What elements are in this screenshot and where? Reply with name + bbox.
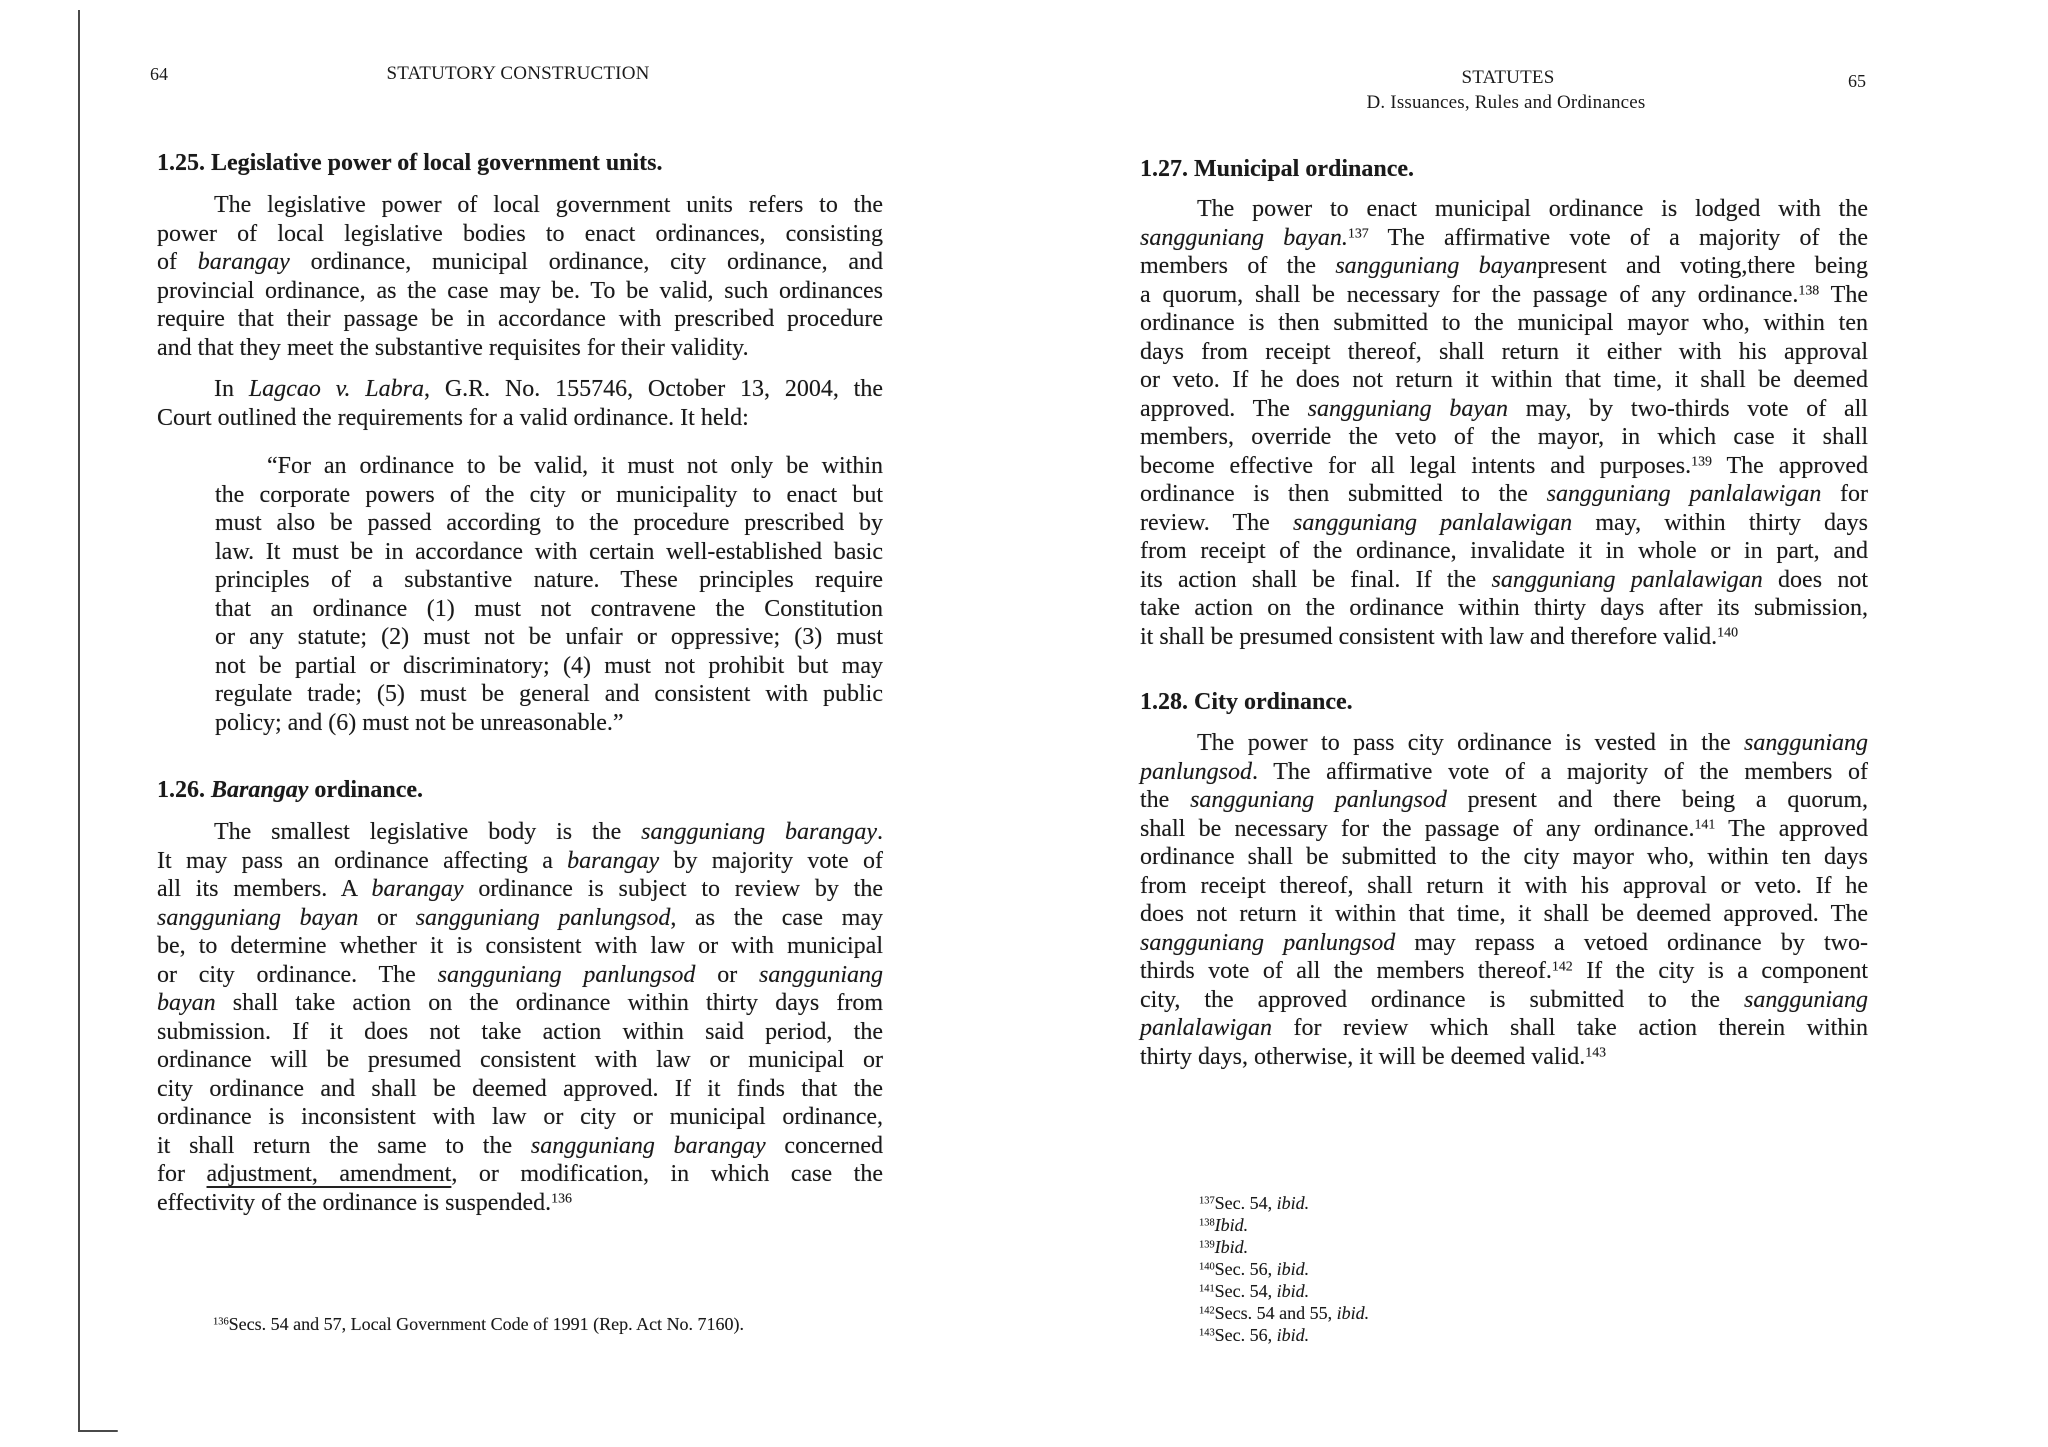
footnote-reference: 140 xyxy=(1717,624,1739,640)
text-run: The approved xyxy=(1715,815,1868,842)
italic-run: sangguniang panlungsod xyxy=(437,961,696,988)
italic-run: panlalawigan xyxy=(1140,1015,1273,1041)
text-run: , or modification, in which case the xyxy=(451,1161,883,1187)
footnote-list xyxy=(213,1313,913,1335)
italic-run: sangguniang xyxy=(1743,986,1868,1013)
text-run: shall take action on the ordinance within thirty days from xyxy=(215,990,883,1016)
text-run: If the city is a component xyxy=(1572,958,1869,984)
text-line: The power to enact municipal ordinance is lodged with the xyxy=(1197,196,1868,222)
text-run: ordinance is then submitted to the xyxy=(1140,481,1547,507)
text-run: Sec. 56, xyxy=(1214,1325,1277,1345)
text-line: that an ordinance (1) must not contravene the Constitution xyxy=(215,595,883,622)
text-run: present and there being a quorum, xyxy=(1446,787,1868,813)
italic-run: bayan xyxy=(157,990,216,1016)
italic-run: sangguniang panlalawigan xyxy=(1546,481,1822,507)
text-line: The legislative power of local government units refers to the xyxy=(214,192,883,218)
text-run: The approved xyxy=(1711,452,1868,479)
italic-run: panlungsod xyxy=(1140,758,1253,785)
text-run: The smallest legislative body is the xyxy=(214,819,642,845)
text-run: thirty days, otherwise, it will be deemed valid. xyxy=(1140,1043,1586,1070)
text-line xyxy=(1140,480,1868,509)
footnote-list xyxy=(1199,1192,1799,1346)
text-line xyxy=(157,989,883,1018)
text-line: power of local legislative bodies to enact ordinances, consisting xyxy=(157,220,883,247)
text-line: regulate trade; (5) must be general and consistent with public xyxy=(215,681,883,707)
text-line xyxy=(157,904,883,933)
italic-run: sangguniang panlungsod xyxy=(415,904,671,931)
italic-run: sangguniang barangay xyxy=(641,819,878,845)
text-run: present and voting,there being xyxy=(1537,253,1868,279)
text-line: “For an ordinance to be valid, it must not only be within xyxy=(267,453,883,479)
text-run: or xyxy=(695,961,759,988)
italic-run: ibid. xyxy=(1276,1259,1310,1279)
italic-run: Barangay xyxy=(211,777,309,803)
block-quotation xyxy=(215,452,883,737)
text-line xyxy=(1140,395,1868,424)
page-number: 64 xyxy=(150,64,168,84)
text-run: may, by two-thirds vote of all xyxy=(1507,395,1868,422)
italic-run: sangguniang panlungsod xyxy=(1190,787,1447,813)
text-run: of xyxy=(157,249,198,275)
text-run: City ordinance. xyxy=(1194,689,1353,715)
text-line: take action on the ordinance within thirty days after its submission, xyxy=(1140,595,1868,621)
footnote xyxy=(1199,1280,1799,1302)
text-line xyxy=(1140,815,1868,844)
text-line: principles of a substantive nature. These principles require xyxy=(215,567,883,593)
text-run: it shall return the same to the xyxy=(157,1132,531,1159)
text-line xyxy=(157,961,883,990)
page-number: 65 xyxy=(1848,71,1866,91)
text-line: Court outlined the requirements for a valid ordinance. It held: xyxy=(157,404,749,431)
italic-run: sangguniang xyxy=(759,961,884,988)
text-run: concerned xyxy=(765,1132,884,1159)
footnote-reference: 138 xyxy=(1199,1217,1215,1229)
text-run: all its members. A xyxy=(157,876,372,902)
heading-line xyxy=(157,776,883,805)
text-line: from receipt thereof, shall return it with his approval or veto. If he xyxy=(1140,872,1868,899)
footnote xyxy=(213,1313,913,1335)
text-run: shall be necessary for the passage of any ordinance. xyxy=(1140,815,1695,842)
text-run: , as the case may xyxy=(670,904,883,931)
section-heading-1-27 xyxy=(1140,155,1868,184)
text-run: city, the approved ordinance is submitted to the xyxy=(1140,986,1744,1013)
text-run: Sec. 54, xyxy=(1214,1193,1277,1213)
footnote-reference: 143 xyxy=(1199,1327,1215,1339)
italic-run: sangguniang bayan xyxy=(157,904,359,931)
text-run: ordinance is subject to review by the xyxy=(463,876,883,902)
italic-run: ibid. xyxy=(1336,1303,1370,1323)
text-run: for review which shall take action therein within xyxy=(1272,1015,1868,1041)
text-line xyxy=(157,1189,883,1218)
text-line: or any statute; (2) must not be unfair or oppressive; (3) must xyxy=(215,624,883,650)
text-line xyxy=(1140,252,1868,281)
footnote-reference: 142 xyxy=(1199,1305,1215,1317)
text-run: ordinance. xyxy=(308,777,424,803)
text-run: or xyxy=(358,904,416,931)
italic-run: sangguniang panlalawigan xyxy=(1292,509,1573,536)
text-run: . xyxy=(877,819,884,845)
text-run: 1.28. xyxy=(1140,689,1194,715)
text-line: be, to determine whether it is consistent with law or with municipal xyxy=(157,933,883,959)
italic-run: ibid. xyxy=(1276,1193,1310,1213)
text-run: In xyxy=(214,376,249,402)
italic-run: Lagcao v. Labra xyxy=(248,376,424,402)
italic-run: ibid. xyxy=(1276,1325,1310,1345)
footnote-reference: 137 xyxy=(1199,1195,1215,1207)
text-run: , G.R. No. 155746, October 13, 2004, the xyxy=(424,376,883,402)
text-line: policy; and (6) must not be unreasonable.” xyxy=(215,709,624,736)
text-run: review. The xyxy=(1140,509,1293,536)
text-run: may repass a vetoed ordinance by two- xyxy=(1395,929,1869,956)
footnote-reference: 138 xyxy=(1798,282,1820,298)
text-line: submission. If it does not take action within said period, the xyxy=(157,1018,883,1045)
text-run: for xyxy=(1821,481,1868,507)
text-line xyxy=(1140,1043,1868,1072)
body-paragraph xyxy=(157,818,883,1217)
heading-line xyxy=(1140,688,1868,717)
heading-line xyxy=(157,149,883,178)
text-line xyxy=(1140,786,1868,815)
text-run: thirds vote of all the members thereof. xyxy=(1140,958,1552,984)
text-line xyxy=(157,248,883,277)
footnote xyxy=(1199,1302,1799,1324)
text-line: must also be passed according to the procedure prescribed by xyxy=(215,510,883,536)
text-run: Sec. 56, xyxy=(1214,1259,1277,1279)
section-heading-1-25 xyxy=(157,149,883,178)
text-line xyxy=(1140,509,1868,538)
text-line: ordinance will be presumed consistent with law or municipal or xyxy=(157,1047,883,1073)
text-run: It may pass an ordinance affecting a xyxy=(157,847,568,874)
text-line: from receipt of the ordinance, invalidate it in whole or in part, and xyxy=(1140,538,1868,564)
text-line: city ordinance and shall be deemed approved. If it finds that the xyxy=(157,1075,883,1102)
italic-run: sangguniang panlungsod xyxy=(1140,929,1396,956)
text-line xyxy=(157,1160,883,1189)
italic-run: barangay xyxy=(371,876,464,902)
text-run: may, within thirty days xyxy=(1572,509,1868,536)
text-line xyxy=(1140,224,1868,253)
text-line: does not return it within that time, it shall be deemed approved. The xyxy=(1140,901,1868,927)
text-line: and that they meet the substantive requisites for their validity. xyxy=(157,334,749,361)
footnote xyxy=(1199,1236,1799,1258)
text-run: The xyxy=(1819,281,1868,308)
text-line xyxy=(1140,758,1868,787)
italic-run: sangguniang panlalawigan xyxy=(1491,566,1763,593)
text-line: or veto. If he does not return it within that time, it shall be deemed xyxy=(1140,367,1868,393)
running-subhead: D. Issuances, Rules and Ordinances xyxy=(1366,92,1646,113)
text-run: Legislative power of local government units. xyxy=(211,150,663,176)
text-run: by majority vote of xyxy=(659,847,883,874)
text-line: ordinance shall be submitted to the city mayor who, within ten days xyxy=(1140,844,1868,870)
text-run: The affirmative vote of a majority of the xyxy=(1368,224,1868,251)
italic-run: sangguniang bayan. xyxy=(1140,224,1348,251)
italic-run: barangay xyxy=(567,847,660,874)
text-line xyxy=(1140,452,1868,481)
text-run: or city ordinance. The xyxy=(157,961,438,988)
text-line: law. It must be in accordance with certain well-established basic xyxy=(215,538,883,565)
text-run: a quorum, shall be necessary for the passage of any ordinance. xyxy=(1140,281,1799,308)
footnote xyxy=(1199,1214,1799,1236)
underlined-run: adjustment, amendment xyxy=(206,1161,452,1187)
text-run: Secs. 54 and 55, xyxy=(1214,1303,1337,1323)
footnote-reference: 142 xyxy=(1551,959,1573,975)
running-head: STATUTORY CONSTRUCTION xyxy=(386,63,650,84)
text-run: does not xyxy=(1762,566,1868,593)
italic-run: Ibid. xyxy=(1214,1215,1249,1235)
footnote-reference: 139 xyxy=(1199,1239,1215,1251)
text-line xyxy=(157,818,883,847)
body-paragraph xyxy=(1140,729,1868,1071)
italic-run: sangguniang bayan xyxy=(1307,395,1508,422)
right-page xyxy=(1024,0,2048,1447)
footnote xyxy=(1199,1258,1799,1280)
text-run: members of the xyxy=(1140,253,1336,279)
text-run: ordinance, municipal ordinance, city ordinance, and xyxy=(289,249,884,275)
text-line xyxy=(1140,729,1868,758)
footnote-reference: 136 xyxy=(551,1190,572,1206)
italic-run: Ibid. xyxy=(1214,1237,1249,1257)
text-run: its action shall be final. If the xyxy=(1140,566,1492,593)
section-heading-1-28 xyxy=(1140,688,1868,717)
italic-run: barangay xyxy=(197,249,290,275)
heading-line xyxy=(1140,155,1868,184)
text-run: the xyxy=(1140,787,1191,813)
footnote-reference: 136 xyxy=(213,1316,229,1328)
footnote-reference: 139 xyxy=(1691,453,1712,469)
footnote-reference: 140 xyxy=(1199,1261,1215,1273)
text-line xyxy=(1140,281,1868,310)
text-run: . The affirmative vote of a majority of the members of xyxy=(1252,758,1868,785)
text-run: 1.25. xyxy=(157,150,211,176)
text-run: it shall be presumed consistent with law and therefore valid. xyxy=(1140,623,1718,650)
italic-run: sangguniang barangay xyxy=(530,1132,766,1159)
italic-run: sangguniang bayan xyxy=(1335,253,1538,279)
text-run: Sec. 54, xyxy=(1214,1281,1277,1301)
italic-run: sangguniang xyxy=(1743,730,1868,756)
text-line xyxy=(157,375,883,404)
footnote xyxy=(1199,1324,1799,1346)
text-line xyxy=(1140,957,1868,986)
italic-run: ibid. xyxy=(1276,1281,1310,1301)
footnote-reference: 137 xyxy=(1347,225,1369,241)
footnote xyxy=(1199,1192,1799,1214)
text-line: ordinance is then submitted to the municipal mayor who, within ten xyxy=(1140,310,1868,336)
text-line xyxy=(1140,929,1868,958)
text-run: become effective for all legal intents and purposes. xyxy=(1140,452,1692,479)
text-line xyxy=(157,875,883,904)
section-heading-1-26 xyxy=(157,776,883,805)
footnote-reference: 141 xyxy=(1199,1283,1215,1295)
text-run: effectivity of the ordinance is suspended. xyxy=(157,1189,552,1216)
text-run: Municipal ordinance. xyxy=(1194,156,1415,182)
text-run: The power to pass city ordinance is vested in the xyxy=(1197,730,1744,756)
body-paragraph xyxy=(157,375,883,432)
text-run: Secs. 54 and 57, Local Government Code of 1991 (Rep. Act No. 7160). xyxy=(228,1314,745,1334)
text-run: 1.27. xyxy=(1140,156,1194,182)
text-line: the corporate powers of the city or municipality to enact but xyxy=(215,481,883,508)
text-line: not be partial or discriminatory; (4) must not prohibit but may xyxy=(215,652,883,679)
text-run: 1.26. xyxy=(157,777,211,803)
text-line: ordinance is inconsistent with law or city or municipal ordinance, xyxy=(157,1104,883,1130)
text-run: for xyxy=(157,1161,207,1187)
text-line: require that their passage be in accordance with prescribed procedure xyxy=(157,306,883,332)
text-line xyxy=(157,847,883,876)
text-line xyxy=(157,1132,883,1161)
footnote-reference: 141 xyxy=(1694,816,1716,832)
footnote-reference: 143 xyxy=(1585,1044,1607,1060)
text-line xyxy=(1140,986,1868,1015)
text-line xyxy=(1140,566,1868,595)
text-line: provincial ordinance, as the case may be. To be valid, such ordinances xyxy=(157,277,883,304)
text-run: approved. The xyxy=(1140,395,1308,422)
running-head: STATUTES xyxy=(1461,67,1555,88)
text-line xyxy=(1140,1014,1868,1043)
text-line: days from receipt thereof, shall return it either with his approval xyxy=(1140,338,1868,365)
body-paragraph xyxy=(157,191,883,362)
text-line xyxy=(1140,623,1868,652)
text-line: members, override the veto of the mayor, in which case it shall xyxy=(1140,424,1868,450)
body-paragraph xyxy=(1140,195,1868,651)
